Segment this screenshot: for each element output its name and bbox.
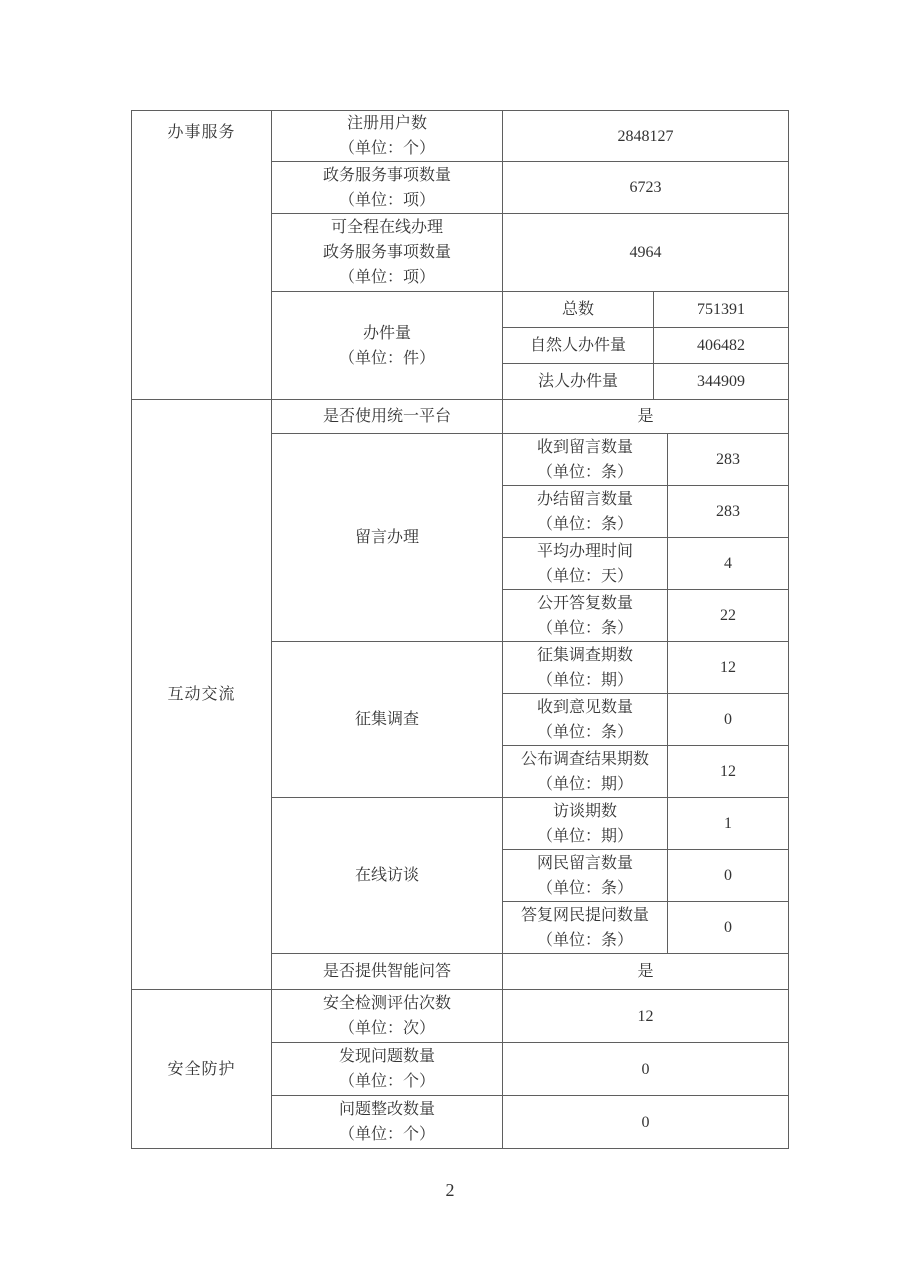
- metric-label: 政务服务事项数量: [322, 166, 451, 184]
- cell-interviews-label: 在线访谈: [272, 798, 503, 954]
- cell-cases-legal-value: 344909: [654, 364, 789, 400]
- cell-cases-label: [272, 292, 503, 400]
- cell-interviews-replies-value: 0: [668, 902, 789, 954]
- cell-messages-label: 留言办理: [272, 434, 503, 642]
- annual-report-table: [131, 110, 789, 1149]
- cell-messages-avg-time-value: 4: [668, 538, 789, 590]
- metric-unit: （单位：个）: [338, 140, 435, 157]
- metric-label: 收到意见数量: [536, 698, 633, 716]
- cell-interviews-replies-label: [503, 902, 668, 954]
- metric-label: 办件量: [362, 324, 411, 342]
- cell-cases-natural-value: 406482: [654, 328, 789, 364]
- metric-unit: （单位：个）: [338, 1073, 435, 1090]
- metric-label: 平均办理时间: [536, 542, 633, 560]
- cell-unified-platform-label: 是否使用统一平台: [272, 400, 503, 434]
- metric-unit: （单位：条）: [536, 879, 633, 897]
- metric-unit: （单位：件）: [338, 349, 435, 367]
- metric-unit: （单位：期）: [536, 775, 633, 793]
- metric-label-line1: 可全程在线办理: [330, 219, 443, 236]
- metric-unit: （单位：条）: [536, 463, 633, 481]
- cell-surveys-label: 征集调查: [272, 642, 503, 798]
- metric-label: 公开答复数量: [536, 594, 633, 612]
- cell-assessments-value: 12: [503, 990, 789, 1043]
- cell-cases-legal-label: 法人办件量: [503, 364, 654, 400]
- cell-messages-received-value: 283: [668, 434, 789, 486]
- cell-gov-service-items-value: 6723: [503, 162, 789, 214]
- cell-smart-qa-label: 是否提供智能问答: [272, 954, 503, 990]
- metric-unit: （单位：次）: [338, 1020, 435, 1037]
- metric-unit: （单位：期）: [536, 827, 633, 845]
- group-cell-service: [132, 111, 272, 400]
- metric-unit: （单位：个）: [338, 1126, 435, 1143]
- table-row: [132, 990, 789, 1043]
- metric-unit: （单位：期）: [536, 671, 633, 689]
- metric-label: 问题整改数量: [338, 1101, 435, 1118]
- metric-unit: （单位：条）: [536, 619, 633, 637]
- cell-assessments-label: [272, 990, 503, 1043]
- metric-unit: （单位：项）: [338, 191, 435, 209]
- cell-surveys-results-label: [503, 746, 668, 798]
- cell-problems-found-label: [272, 1043, 503, 1096]
- metric-unit: （单位：天）: [536, 567, 633, 585]
- cell-smart-qa-value: 是: [503, 954, 789, 990]
- cell-surveys-opinions-value: 0: [668, 694, 789, 746]
- cell-messages-public-replies-label: [503, 590, 668, 642]
- cell-interviews-messages-label: [503, 850, 668, 902]
- cell-surveys-results-value: 12: [668, 746, 789, 798]
- cell-messages-avg-time-label: [503, 538, 668, 590]
- cell-registered-users-label: [272, 111, 503, 162]
- metric-unit: （单位：条）: [536, 723, 633, 741]
- metric-label: 安全检测评估次数: [322, 995, 451, 1012]
- cell-gov-service-items-label: [272, 162, 503, 214]
- table-row: [132, 111, 789, 162]
- group-label-interaction: 互动交流: [167, 686, 236, 703]
- cell-surveys-opinions-label: [503, 694, 668, 746]
- group-cell-interaction: [132, 400, 272, 990]
- cell-problems-fixed-value: 0: [503, 1096, 789, 1149]
- cell-surveys-periods-label: [503, 642, 668, 694]
- cell-cases-total-label: 总数: [503, 292, 654, 328]
- group-label-service: 办事服务: [167, 124, 236, 141]
- metric-label: 网民留言数量: [536, 854, 633, 872]
- metric-label: 答复网民提问数量: [520, 906, 649, 924]
- group-label-security: 安全防护: [167, 1060, 236, 1078]
- metric-label: 征集调查期数: [536, 646, 633, 664]
- cell-surveys-periods-value: 12: [668, 642, 789, 694]
- cell-messages-completed-label: [503, 486, 668, 538]
- cell-cases-natural-label: 自然人办件量: [503, 328, 654, 364]
- metric-label: 发现问题数量: [338, 1048, 435, 1065]
- cell-unified-platform-value: 是: [503, 400, 789, 434]
- metric-label-line2: 政务服务事项数量: [322, 244, 451, 261]
- cell-interviews-messages-value: 0: [668, 850, 789, 902]
- cell-messages-completed-value: 283: [668, 486, 789, 538]
- group-cell-security: [132, 990, 272, 1149]
- metric-label: 办结留言数量: [536, 490, 633, 508]
- cell-interviews-periods-label: [503, 798, 668, 850]
- metric-unit: （单位：项）: [338, 269, 435, 286]
- cell-full-online-items-value: 4964: [503, 214, 789, 292]
- cell-messages-public-replies-value: 22: [668, 590, 789, 642]
- cell-problems-fixed-label: [272, 1096, 503, 1149]
- metric-unit: （单位：条）: [536, 931, 633, 949]
- page-number: 2: [445, 1180, 455, 1200]
- table-row: [132, 400, 789, 434]
- cell-full-online-items-label: [272, 214, 503, 292]
- cell-interviews-periods-value: 1: [668, 798, 789, 850]
- cell-cases-total-value: 751391: [654, 292, 789, 328]
- metric-label: 收到留言数量: [536, 438, 633, 456]
- metric-unit: （单位：条）: [536, 515, 633, 533]
- metric-label: 注册用户数: [346, 115, 427, 132]
- cell-registered-users-value: 2848127: [503, 111, 789, 162]
- metric-label: 访谈期数: [552, 802, 617, 820]
- cell-problems-found-value: 0: [503, 1043, 789, 1096]
- metric-label: 公布调查结果期数: [520, 750, 649, 768]
- cell-messages-received-label: [503, 434, 668, 486]
